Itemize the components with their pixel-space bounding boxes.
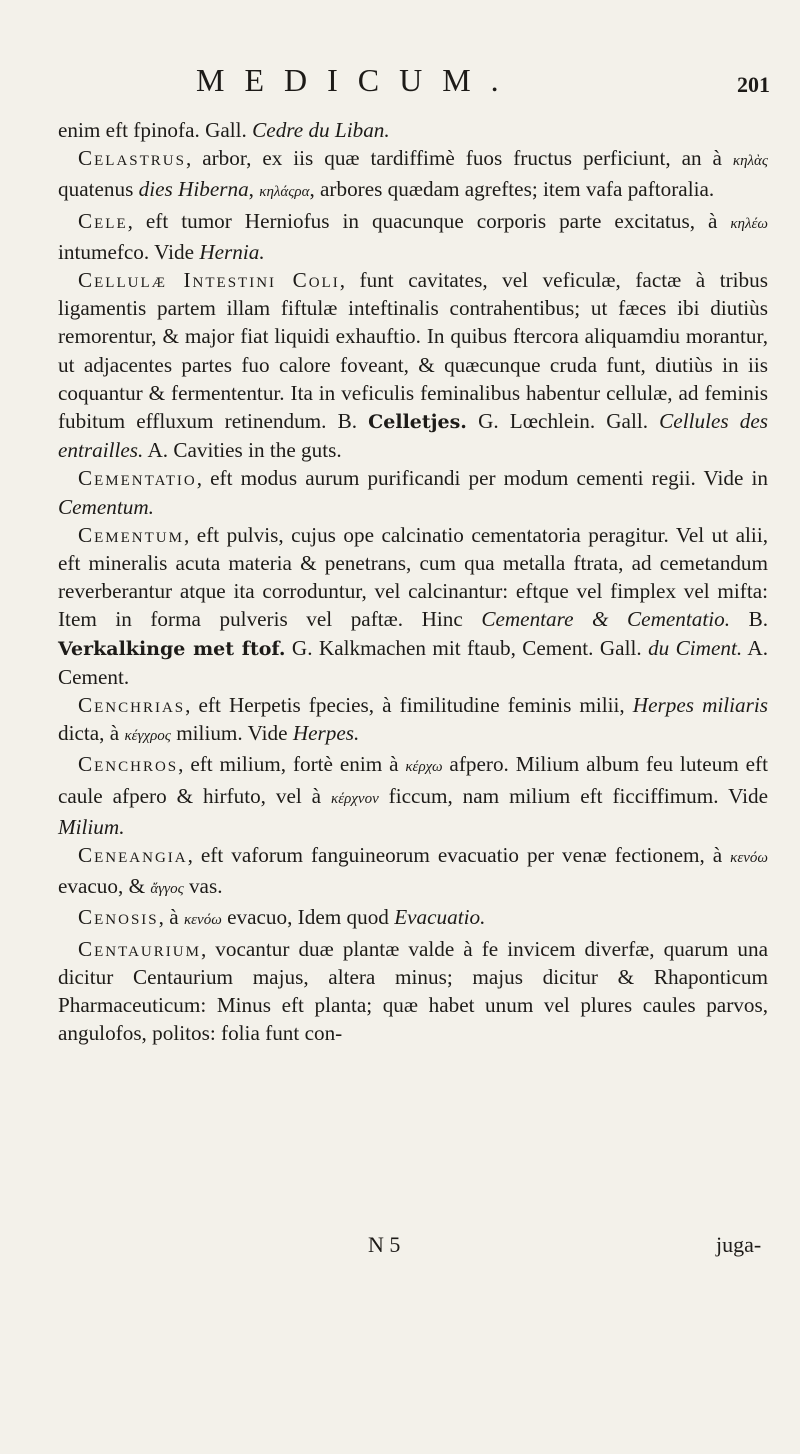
entry-text: κέρχω — [405, 759, 443, 776]
entry-text: , funt cavitates, vel veficulæ, factæ à tribus ligamentis partem illam fiftulæ inteftinalis contrahentibus; ut fæces ibi diutiùs remorentur, & major fiat liquidi exhauftio. In quibus ftercora aliquamdiu morantur, ut adjacentes partes fuo calore foveant, & quæcunque cruda funt, diutiùs in iis coquantur & fermententur. Ita in veficulis feminalibus habentur cellulæ, ad feminis fubitum effluxum retinendum. B. — [58, 268, 768, 434]
entry-text: Cellules des entrailles. — [58, 409, 768, 463]
entry-headword: Ceneangia — [78, 843, 188, 868]
entry-text: Cedre du Liban. — [252, 118, 390, 142]
entry-text: κενόω — [183, 912, 222, 929]
entry-text: enim eft fpinofa. Gall. — [58, 118, 253, 142]
dictionary-text — [58, 116, 768, 1048]
dictionary-entry — [58, 116, 768, 144]
entry-text: afpero. Milium album feu luteum eft caule afpero & hirfuto, vel à — [58, 752, 768, 808]
entry-text: dicta, à — [58, 721, 125, 746]
entry-text: G. Lœchlein. Gall. — [466, 409, 660, 434]
dictionary-entry — [58, 521, 768, 691]
entry-text: ἄγγος — [150, 881, 184, 898]
entry-text: quatenus — [58, 177, 139, 202]
entry-text: κηλέω — [730, 215, 768, 232]
entry-headword: Cenchrias — [78, 693, 186, 718]
entry-text: , eft modus aurum purificandi per modum cementi regii. Vide in — [196, 466, 768, 491]
entry-text: Verkalkinge met ftof. — [58, 637, 286, 660]
entry-text: Hernia. — [199, 239, 265, 264]
running-head: MEDICUM. — [196, 62, 519, 98]
dictionary-entry — [58, 750, 768, 841]
entry-headword: Cenchros — [78, 752, 179, 777]
entry-text: evacuo, & — [58, 874, 151, 899]
entry-text: intumefco. Vide — [58, 239, 200, 264]
dictionary-entry — [58, 464, 768, 520]
dictionary-entry — [58, 935, 768, 1048]
dictionary-entry — [58, 144, 768, 206]
entry-text: , eft Herpetis fpecies, à fimilitudine feminis milii, — [185, 693, 633, 718]
entry-text: , — [248, 177, 260, 202]
entry-headword: Cenosis — [78, 905, 159, 930]
entry-text: , eft vaforum fanguineorum evacuatio per venæ fectionem, à — [187, 843, 731, 868]
entry-text: Celletjes. — [368, 411, 467, 434]
catchword: juga- — [716, 1232, 762, 1257]
page-number: 201 — [737, 72, 770, 97]
entry-text: κέρχνον — [331, 790, 379, 807]
entry-text: , arbor, ex iis quæ tardiffimè fuos fructus perficiunt, an à — [185, 146, 733, 171]
dictionary-entry — [58, 207, 768, 266]
entry-text: evacuo, Idem quod — [221, 905, 395, 930]
dictionary-entry — [58, 691, 768, 750]
dictionary-entry — [58, 266, 768, 464]
entry-text: κέγχρος — [124, 728, 171, 745]
entry-headword: Centaurium — [78, 936, 201, 961]
entry-text: , eft tumor Herniofus in quacunque corporis parte excitatus, à — [127, 208, 731, 233]
dictionary-entry — [58, 841, 768, 903]
entry-text: , eft milium, fortè enim à — [178, 752, 406, 777]
entry-headword: Cementum — [78, 522, 184, 547]
dictionary-entry — [58, 903, 768, 934]
entry-text: milium. Vide — [170, 721, 293, 746]
entry-text: du Ciment. — [648, 635, 743, 660]
entry-text: G. Kalkmachen mit ftaub, Cement. Gall. — [285, 635, 649, 660]
entry-text: , arbores quædam agreftes; item vafa paftoralia. — [309, 177, 715, 202]
entry-text: A. Cement. — [58, 635, 768, 689]
entry-text: Cementare & Cementatio. — [481, 607, 731, 632]
entry-text: A. Cavities in the guts. — [143, 438, 342, 463]
entry-text: Herpes miliaris — [632, 693, 768, 718]
entry-text: Cementum. — [58, 494, 154, 519]
entry-headword: Cellulæ Intestini Coli — [78, 268, 340, 293]
entry-text: Herpes. — [292, 721, 360, 746]
signature-mark: N 5 — [368, 1232, 401, 1257]
entry-text: κηλὰς — [732, 153, 768, 170]
entry-text: ficcum, nam milium eft ficciffimum. Vide — [378, 783, 768, 808]
entry-headword: Cele — [78, 208, 128, 233]
entry-headword: Cementatio — [78, 466, 197, 491]
entry-text: Evacuatio. — [394, 905, 486, 930]
entry-headword: Celastrus — [78, 146, 186, 171]
entry-text: , vocantur duæ plantæ valde à fe invicem diverfæ, quarum una dicitur Centaurium majus, altera minus; majus dicitur & Rhaponticum Pharmaceuticum: Minus eft planta; quæ habet unum vel plures caules parvos, angulofos, politos: folia funt con- — [58, 936, 768, 1046]
entry-text: Milium. — [58, 814, 125, 839]
entry-text: , à — [158, 905, 184, 930]
entry-text: B. — [730, 607, 768, 632]
entry-text: , eft pulvis, cujus ope calcinatio cementatoria peragitur. Vel ut alii, eft mineralis acuta materia & penetrans, cum qua metalla ftrata, ad cemetandum reverberantur atque ita corroduntur, vel calcinantur: eftque vel fimplex vel mifta: Item in forma pulveris vel paftæ. Hinc — [58, 522, 768, 632]
entry-text: vas. — [183, 874, 223, 899]
entry-text: dies Hiberna — [138, 177, 249, 202]
entry-text: κενόω — [730, 850, 768, 867]
entry-text: κηλάςρα — [259, 184, 310, 201]
